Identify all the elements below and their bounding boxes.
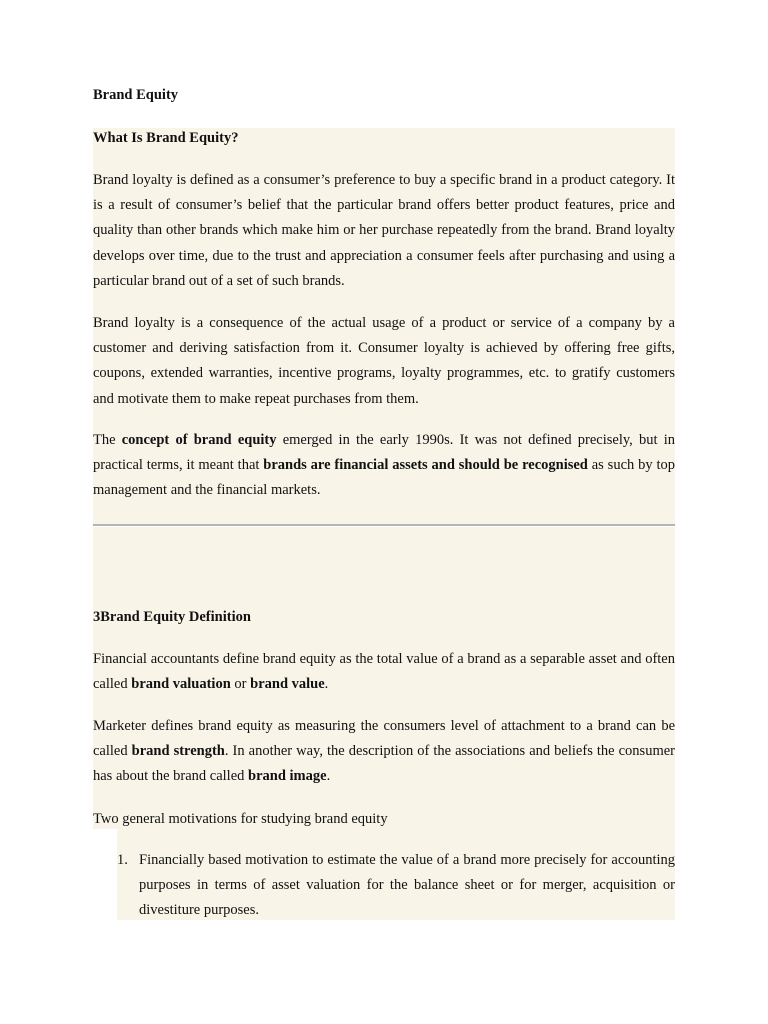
bold-run: brand strength: [131, 743, 225, 760]
bold-run: brand image: [248, 768, 327, 785]
text-run: . In another way, the description of the associations and beliefs the consumer has about the brand called: [93, 743, 675, 785]
bold-run: concept of brand equity: [121, 432, 277, 448]
text-run: Financial accountants define brand equity as the total value of a brand as a separable asset and often called: [93, 651, 675, 693]
section1-heading: What Is Brand Equity?: [93, 130, 239, 146]
text-run: or: [230, 676, 251, 693]
bold-run: brand value: [250, 676, 325, 693]
bold-run: brands are financial assets and should be recognised: [263, 457, 588, 474]
list-item-text: Financially based motivation to estimate the value of a brand more precisely for accounting purposes in terms of asset valuation for the balance sheet or for merger, acquisition or divestiture purposes.: [139, 852, 675, 919]
section1-paragraph-1: Brand loyalty is defined as a consumer’s preference to buy a specific brand in a product category. It is a result of consumer’s belief that the particular brand offers better product features, price and quality than other brands which make him or her purchase repeatedly from the brand. Brand loyalty develops over time, due to the trust and appreciation a consumer feels after purchasing and using a particular brand out of a set of such brands.: [93, 172, 675, 289]
section2-paragraph-1: [93, 647, 675, 697]
list-item: [117, 848, 675, 924]
section2-paragraph-2: [93, 714, 675, 790]
bold-run: brand valuation: [131, 676, 231, 693]
section2-paragraph-3: Two general motivations for studying brand equity: [93, 811, 388, 827]
text-run: The: [93, 432, 122, 448]
section2-heading: 3Brand Equity Definition: [93, 609, 251, 625]
text-run: as such by top management and the financial markets.: [93, 457, 675, 499]
horizontal-rule: [93, 524, 675, 526]
section1-paragraph-2: Brand loyalty is a consequence of the actual usage of a product or service of a company by a customer and deriving satisfaction from it. Consumer loyalty is achieved by offering free gifts, coupons, extended warranties, incentive programs, loyalty programmes, etc. to gratify customers and motivate them to make repeat purchases from them.: [93, 315, 675, 407]
list-item-number: 1.: [117, 852, 128, 868]
document-title: Brand Equity: [93, 87, 179, 103]
text-run: emerged in the early 1990s. It was not defined precisely, but in practical terms, it meant that: [93, 432, 676, 474]
text-run: .: [324, 676, 329, 693]
section1-paragraph-3: [93, 428, 675, 504]
text-run: .: [326, 768, 331, 785]
text-run: Marketer defines brand equity as measuring the consumers level of attachment to a brand can be called: [93, 718, 675, 760]
